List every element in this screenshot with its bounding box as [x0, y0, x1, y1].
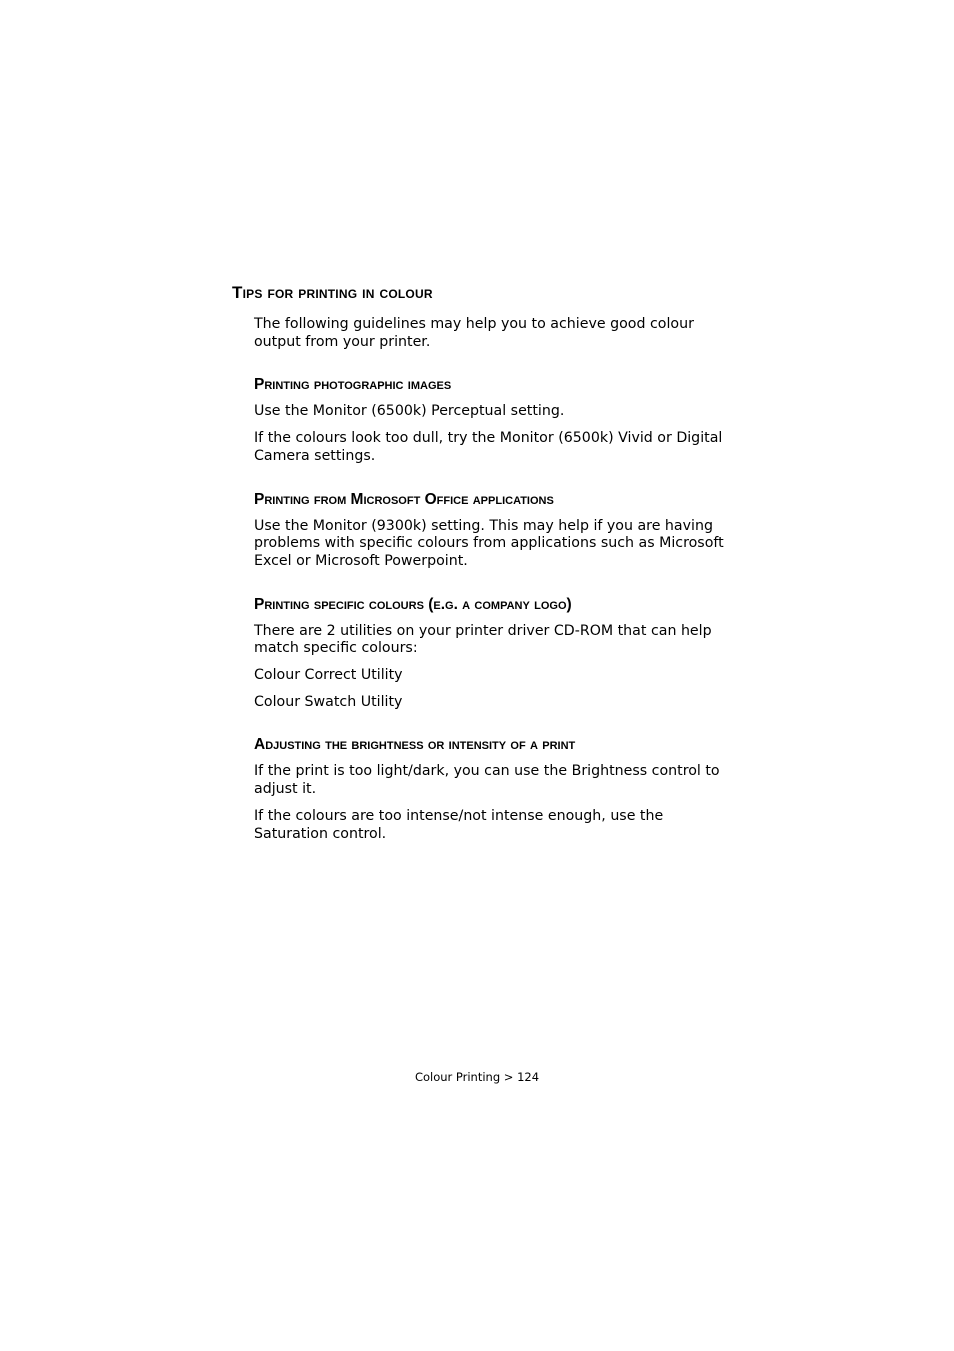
section-heading-photographic: Printing photographic images — [254, 376, 452, 394]
intro-paragraph: The following guidelines may help you to achieve good colour output from your printer. — [254, 316, 694, 350]
section-heading-specific-colours: Printing specific colours (e.g. a company logo) — [254, 595, 572, 613]
paragraph: If the print is too light/dark, you can use the Brightness control to adjust it. — [254, 763, 720, 798]
section-heading-office: Printing from Microsoft Office applications — [254, 490, 554, 508]
paragraph: There are 2 utilities on your printer driver CD-ROM that can help match specific colours: — [254, 622, 712, 657]
utility-item: Colour Swatch Utility — [254, 693, 403, 710]
document-body — [254, 316, 734, 843]
paragraph: Use the Monitor (6500k) Perceptual setting. — [254, 403, 565, 420]
page-title: Tips for printing in colour — [232, 283, 433, 302]
paragraph: If the colours look too dull, try the Monitor (6500k) Vivid or Digital Camera settings. — [254, 430, 723, 464]
utility-item: Colour Correct Utility — [254, 667, 403, 684]
paragraph: If the colours are too intense/not intense enough, use the Saturation control. — [254, 807, 664, 842]
page-footer: Colour Printing > 124 — [414, 1070, 540, 1084]
section-heading-brightness: Adjusting the brightness or intensity of a print — [254, 736, 576, 754]
paragraph: Use the Monitor (9300k) setting. This may help if you are having problems with specific colours from applications such as Microsoft Excel or Microsoft Powerpoint. — [254, 517, 724, 569]
